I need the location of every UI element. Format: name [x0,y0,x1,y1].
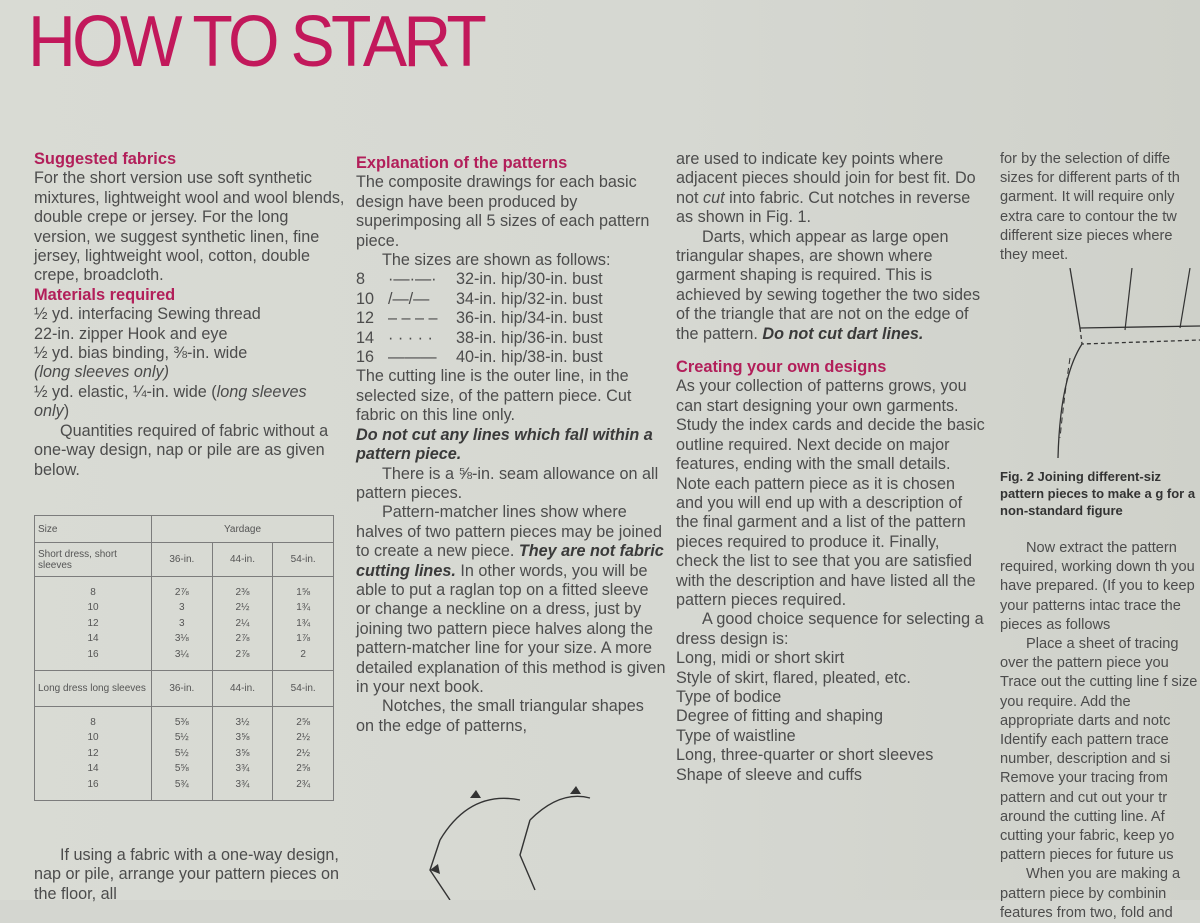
text: In other words, you will be able to put a raglan top on a fitted sleeve or change a neckline on a dress, just by joining two pattern piece halves along the pattern-matcher line for your size. A more detailed explanation of this method is given in your next book. [356,561,666,696]
size-measurement: 34-in. hip/32-in. bust [456,289,603,308]
italic-text: cut [703,188,725,207]
table-cell-value: 1⅝ [296,587,311,598]
yardage-table [34,515,334,801]
table-cell-value: 2⅝ [296,716,311,728]
size-key-row [356,348,666,367]
heading-creating-designs: Creating your own designs [676,358,887,377]
column-3 [676,150,986,785]
table-cell-value: 3⅝ [235,747,250,759]
size-line-style: ·—·—· [388,270,437,289]
material-line: ½ yd. interfacing Sewing thread [34,305,261,324]
table-section-short: Short dress, short sleeves [35,543,152,577]
table-cell-value: 3 [179,617,185,629]
table-cell-value: 8 [90,716,96,728]
size-line-style: – – – – [388,309,438,328]
notch-illustration [410,780,610,900]
size-number: 10 [356,289,375,308]
table-header-size: Size [35,516,152,543]
table-cell-value: 1¾ [296,602,311,614]
column-4 [1000,150,1200,265]
table-cell-value: 10 [87,602,99,614]
size-list [38,715,148,792]
col-header-36: 36-in. [152,543,213,577]
material-note: long sleeves only [34,382,307,421]
table-cell-value: 2⅝ [296,763,311,775]
emphasis-text: They are not fabric cutting lines. [356,542,664,580]
table-cell-value: 2⅞ [235,648,250,660]
size-number: 16 [356,348,375,367]
size-key-row [356,290,666,309]
table-cell-value: 2⅜ [235,587,250,598]
table-cell-value: 10 [87,732,99,744]
table-cell-value: 12 [87,747,99,759]
yardage-cell [212,577,273,671]
material-line [34,383,346,422]
paragraph: Now extract the pattern required, working down th you have prepared. (If you to keep your patterns intac trace the pieces as follows [1000,540,1195,633]
paragraph: A good choice sequence for selecting a dress design is: [676,610,984,648]
table-cell-value: 2½ [235,602,250,614]
paragraph: As your collection of patterns grows, you can start designing your own garments. Study the index cards and decide the basic outline required. Next decide on major features, ending with the small details. Note each pattern piece as it is chosen and you will end up with a description of the final garment and a list of the pattern pieces required to produce it. Finally, check the list to see that you are satisfied with the description and have listed all the pattern pieces required. [676,377,985,609]
page-title: HOW TO START [28,2,484,82]
table-cell-value: 3½ [235,716,250,728]
paragraph [676,150,986,228]
yardage-cell [273,706,334,800]
value-list [276,585,330,662]
table-cell-value: 1⅞ [296,633,311,645]
table-header-yardage: Yardage [152,516,334,543]
text: Darts, which appear as large open triangular shapes, are shown where garment shaping is required. This is achieved by sewing together the two sides of the triangle that are not on the edge of the pattern. [676,227,981,343]
paragraph: Place a sheet of tracing over the pattern piece you Trace out the cutting line f size you require. Add the appropriate darts and notc Identify each pattern trace number, description and si Remove your tracing from pattern and cut out your tr around the cutting line. Af cutting your fabric, keep yo pattern pieces for future us [1000,636,1198,864]
warning-text: Do not cut any lines which fall within a pattern piece. [356,425,653,464]
yardage-cell [152,706,213,800]
table-cell-value: 5½ [174,732,189,744]
paragraph [356,503,666,697]
column-1 [34,150,346,480]
value-list [216,715,270,792]
table-cell-value: 3⅛ [174,633,189,645]
paragraph: The cutting line is the outer line, in the selected size, of the pattern piece. Cut fabric on this line only. [356,367,632,425]
paragraph: for by the selection of diffe sizes for different parts of th garment. It will require only extra care to contour the tw different size pieces where they meet. [1000,151,1180,264]
table-cell-value: 2 [300,648,306,660]
paragraph: There is a ⅝-in. seam allowance on all pattern pieces. [356,464,659,502]
heading-suggested-fabrics: Suggested fabrics [34,150,177,168]
list-item: Long, three-quarter or short sleeves [676,746,934,765]
table-cell-value: 3¾ [235,763,250,775]
list-item: Shape of sleeve and cuffs [676,765,862,784]
heading-explanation: Explanation of the patterns [356,154,568,172]
size-number: 8 [356,270,366,289]
column-4-lower [1000,460,1200,923]
heading-materials-required: Materials required [34,285,176,304]
size-measurement: 32-in. hip/30-in. bust [456,270,603,289]
paragraph: The composite drawings for each basic design have been produced by superimposing all 5 sizes of each pattern piece. [356,173,650,250]
fabrics-paragraph: For the short version use soft synthetic mixtures, lightweight wool and wool blends, double crepe or jersey. For the long version, we suggest synthetic linen, fine jersey, lightweight wool, cotton, double crepe, broadcloth. [34,169,345,285]
yardage-cell [212,706,273,800]
size-key-row [356,329,666,348]
list-item: Degree of fitting and shaping [676,707,883,726]
yardage-cell [273,577,334,671]
size-measurement: 36-in. hip/34-in. bust [456,309,603,328]
table-cell-value: 5¾ [174,778,189,790]
table-cell-value: 2½ [296,747,311,759]
text: are used to indicate key points where adjacent pieces should join for best fit. Do not [676,150,976,207]
design-sequence-list [676,649,986,785]
size-line-style: /—/— [388,289,430,308]
size-line-style: · · · · · [388,328,433,347]
table-cell-value: 2¾ [296,778,311,790]
table-cell-value: 14 [87,633,99,645]
table-cell-value: 3¼ [174,648,189,660]
list-item: Type of bodice [676,687,782,706]
material-text: ½ yd. elastic, ¼-in. wide ( [34,382,217,401]
paragraph: The sizes are shown as follows: [382,251,611,270]
list-item: Long, midi or short skirt [676,649,845,668]
value-list [155,715,209,792]
table-cell-value: 3⅝ [235,732,250,744]
size-measurement: 38-in. hip/36-in. bust [456,328,603,347]
table-cell-value: 16 [87,648,99,660]
table-cell-value: 2⅞ [235,633,250,645]
material-line: ½ yd. bias binding, ⅜-in. wide [34,344,248,363]
col-header-54: 54-in. [273,543,334,577]
table-cell-value: 5⅜ [174,716,189,728]
col-header-54: 54-in. [273,670,334,706]
col-header-36: 36-in. [152,670,213,706]
table-cell-value: 1¾ [296,617,311,629]
text: Pattern-matcher lines show where halves of two pattern pieces may be joined to create a new piece. [356,503,662,561]
paragraph: When you are making a pattern piece by combinin features from two, fold and [1000,866,1181,921]
size-key-row [356,270,666,289]
table-cell-value: 3 [179,602,185,614]
material-text: ) [63,402,70,421]
table-cell-value: 3¾ [235,778,250,790]
emphasis-text: Do not cut dart lines. [762,324,924,343]
quantities-paragraph: Quantities required of fabric without a one-way design, nap or pile are as given below. [34,421,329,479]
list-item: Type of waistline [676,726,796,745]
size-key-list [356,270,666,367]
size-list [38,585,148,662]
value-list [155,585,209,662]
value-list [216,585,270,662]
table-cell-value: 2½ [296,732,311,744]
table-cell-value: 12 [87,617,99,629]
column-2 [356,154,666,736]
figure-2-caption: Fig. 2 Joining different-siz pattern pieces to make a g for a non-standard figure [1000,469,1196,518]
table-cell-value: 2⅞ [174,587,189,598]
paragraph: Notches, the small triangular shapes on the edge of patterns, [356,697,644,735]
size-cell [35,706,152,800]
value-list [276,715,330,792]
table-cell-value: 8 [90,587,96,598]
material-note: (long sleeves only) [34,363,169,382]
col-header-44: 44-in. [212,543,273,577]
table-cell-value: 2¼ [235,617,250,629]
size-number: 12 [356,309,375,328]
table-section-long: Long dress long sleeves [35,670,152,706]
col-header-44: 44-in. [212,670,273,706]
one-way-paragraph: If using a fabric with a one-way design, nap or pile, arrange your pattern pieces on the floor, all [34,846,340,903]
size-measurement: 40-in. hip/38-in. bust [456,348,603,367]
size-key-row [356,309,666,328]
table-cell-value: 16 [87,778,99,790]
table-cell-value: 5⅝ [174,763,189,775]
yardage-cell [152,577,213,671]
table-cell-value: 14 [87,763,99,775]
table-cell-value: 5½ [174,747,189,759]
size-number: 14 [356,328,375,347]
size-cell [35,577,152,671]
text: into fabric. Cut notches in reverse as shown in Fig. 1. [676,188,971,227]
list-item: Style of skirt, flared, pleated, etc. [676,668,911,687]
material-line: 22-in. zipper Hook and eye [34,324,228,343]
size-line-style: ——— [388,348,437,367]
figure-2-illustration [1020,268,1200,458]
paragraph [676,228,986,344]
column-1-continued [34,846,346,904]
